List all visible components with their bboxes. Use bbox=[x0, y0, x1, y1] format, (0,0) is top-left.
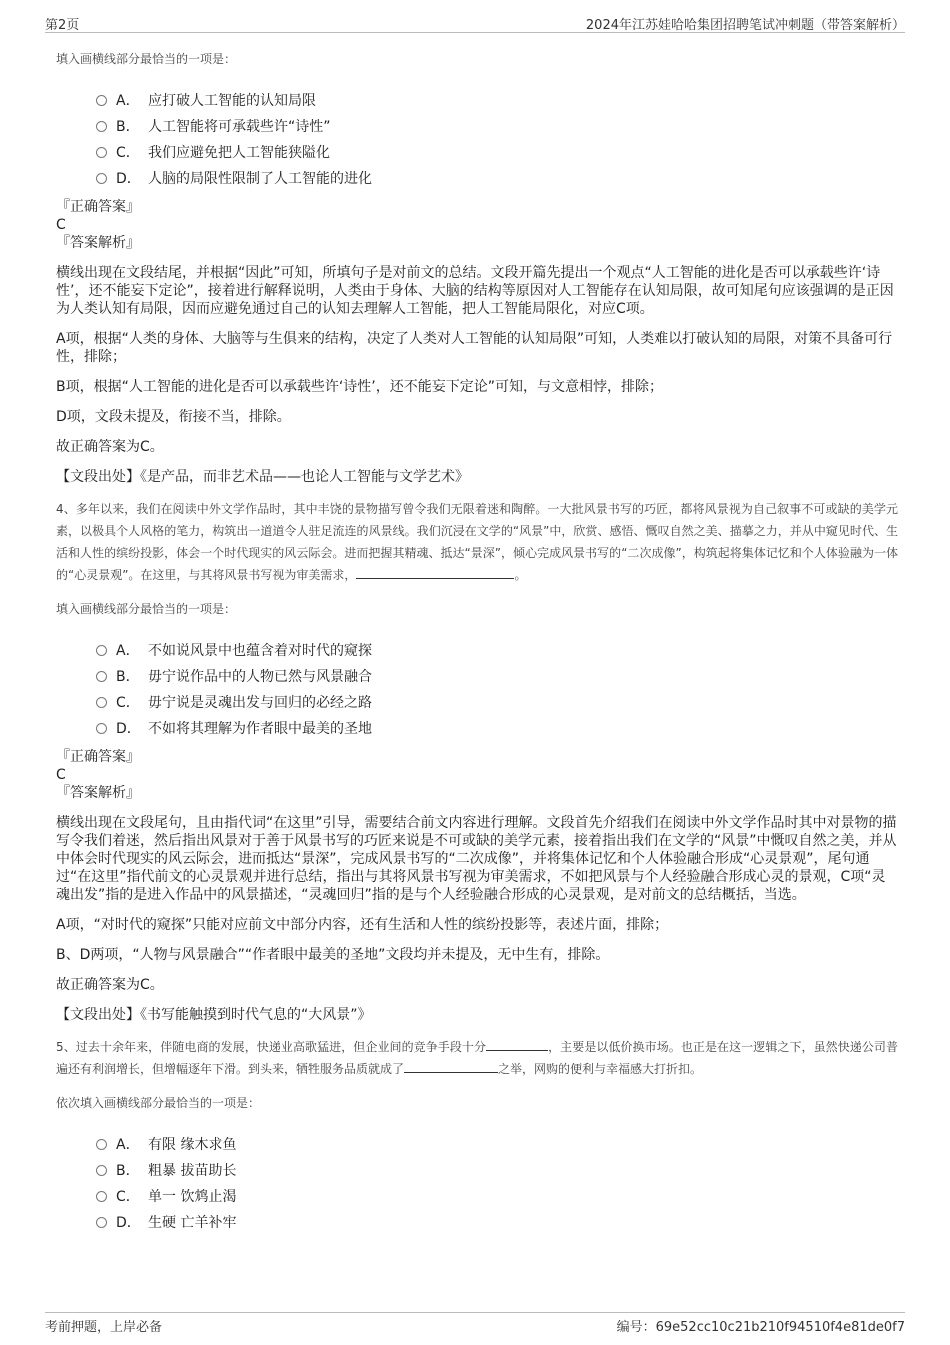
q4-options bbox=[96, 638, 898, 742]
q5-option-d[interactable]: D． 生硬 亡羊补牢 bbox=[96, 1210, 898, 1236]
q3-option-c[interactable]: C． 我们应避免把人工智能狭隘化 bbox=[96, 140, 898, 166]
document-title: 2024年江苏娃哈哈集团招聘笔试冲刺题（带答案解析） bbox=[585, 18, 905, 33]
radio-icon[interactable] bbox=[96, 1217, 107, 1228]
q3-analysis-5: 故正确答案为C。 bbox=[56, 439, 164, 455]
q4-analysis-4: 故正确答案为C。 bbox=[56, 977, 164, 993]
radio-icon[interactable] bbox=[96, 95, 107, 106]
q4-answer: C bbox=[56, 767, 66, 783]
q4-prompt: 填入画横线部分最恰当的一项是： bbox=[56, 602, 237, 616]
q4-blank[interactable] bbox=[356, 564, 514, 579]
q4-analysis-label: 『答案解析』 bbox=[56, 785, 140, 801]
document-body bbox=[56, 48, 898, 1242]
q4-text: 4、多年以来，我们在阅读中外文学作品时，其中丰饶的景物描写曾令我们无限着迷和陶醉。一大批风景书写的巧匠，都将风景视为自己叙事不可或缺的美学元素，以极具个人风格的笔力，构筑出一道道令人驻足流连的风景线。我们沉浸在文学的“风景”中，欣赏、感悟、慨叹自然之美、描摹之力，并从中窥见时代、生活和人性的缤纷投影，体会一个时代现实的风云际会。进而把握其精魂、抵达“景深”，倾心完成风景书写的“二次成像”，构筑起将集体记忆和个人体验融为一体的“心灵景观”。在这里，与其将风景书写视为审美需求， 。 bbox=[56, 502, 898, 582]
q5-prompt: 依次填入画横线部分最恰当的一项是： bbox=[56, 1096, 261, 1110]
q3-answer: C bbox=[56, 217, 66, 233]
q3-option-a[interactable]: A． 应打破人工智能的认知局限 bbox=[96, 88, 898, 114]
q4-option-a[interactable]: A． 不如说风景中也蕴含着对时代的窥探 bbox=[96, 638, 898, 664]
radio-icon[interactable] bbox=[96, 723, 107, 734]
q4-analysis-2: A项，“对时代的窥探”只能对应前文中部分内容，还有生活和人性的缤纷投影等，表述片面，排除； bbox=[56, 917, 669, 933]
q3-analysis-3: B项，根据“人工智能的进化是否可以承载些许‘诗性’，还不能妄下定论”可知，与文意相悖，排除； bbox=[56, 379, 664, 395]
q5-option-b[interactable]: B． 粗暴 拔苗助长 bbox=[96, 1158, 898, 1184]
q5-option-c[interactable]: C． 单一 饮鸩止渴 bbox=[96, 1184, 898, 1210]
q3-option-d[interactable]: D． 人脑的局限性限制了人工智能的进化 bbox=[96, 166, 898, 192]
q3-analysis-4: D项，文段未提及，衔接不当，排除。 bbox=[56, 409, 291, 425]
radio-icon[interactable] bbox=[96, 121, 107, 132]
footer-slogan: 考前押题，上岸必备 bbox=[45, 1320, 163, 1335]
q4-option-c[interactable]: C． 毋宁说是灵魂出发与回归的必经之路 bbox=[96, 690, 898, 716]
q4-source: 【文段出处】《书写能触摸到时代气息的“大风景”》 bbox=[56, 1007, 372, 1023]
q5-text: 5、过去十余年来，伴随电商的发展，快递业高歌猛进，但企业间的竞争手段十分 ，主要是以低价换市场。也正是在这一逻辑之下，虽然快递公司普遍还有利润增长，但增幅逐年下滑。到头来，牺牲服务品质就成了 之举，网购的便利与幸福感大打折扣。 bbox=[56, 1036, 898, 1080]
page-footer bbox=[45, 1312, 905, 1335]
q3-analysis-2: A项，根据“人类的身体、大脑等与生俱来的结构，决定了人类对人工智能的认知局限”可知，人类难以打破认知的局限，对策不具备可行性，排除； bbox=[56, 331, 893, 365]
document-id: 编号：69e52cc10c21b210f94510f4e81de0f7 bbox=[616, 1320, 905, 1335]
radio-icon[interactable] bbox=[96, 1165, 107, 1176]
page-number: 第2页 bbox=[45, 18, 80, 33]
page-header bbox=[45, 12, 905, 33]
radio-icon[interactable] bbox=[96, 173, 107, 184]
q3-analysis-1: 横线出现在文段结尾，并根据“因此”可知，所填句子是对前文的总结。文段开篇先提出一个观点“人工智能的进化是否可以承载些许‘诗性’，还不能妄下定论”，接着进行解释说明，人类由于身体、大脑的结构等原因对人工智能存在认知局限，故可知尾句应该强调的是正因为人类认知有局限，因而应避免通过自己的认知去理解人工智能，把人工智能局限化，对应C项。 bbox=[56, 265, 894, 317]
radio-icon[interactable] bbox=[96, 147, 107, 158]
radio-icon[interactable] bbox=[96, 645, 107, 656]
q4-analysis-3: B、D两项，“人物与风景融合”“作者眼中最美的圣地”文段均并未提及，无中生有，排除。 bbox=[56, 947, 610, 963]
radio-icon[interactable] bbox=[96, 671, 107, 682]
q4-correct-label: 『正确答案』 bbox=[56, 749, 140, 765]
q3-source: 【文段出处】《是产品，而非艺术品——也论人工智能与文学艺术》 bbox=[56, 469, 469, 485]
q3-options bbox=[96, 88, 898, 192]
q5-blank-2[interactable] bbox=[404, 1058, 498, 1073]
radio-icon[interactable] bbox=[96, 697, 107, 708]
q4-option-b[interactable]: B． 毋宁说作品中的人物已然与风景融合 bbox=[96, 664, 898, 690]
q5-options bbox=[96, 1132, 898, 1236]
radio-icon[interactable] bbox=[96, 1139, 107, 1150]
q5-option-a[interactable]: A． 有限 缘木求鱼 bbox=[96, 1132, 898, 1158]
radio-icon[interactable] bbox=[96, 1191, 107, 1202]
q3-correct-label: 『正确答案』 bbox=[56, 199, 140, 215]
q3-option-b[interactable]: B． 人工智能将可承载些许“诗性” bbox=[96, 114, 898, 140]
q4-option-d[interactable]: D． 不如将其理解为作者眼中最美的圣地 bbox=[96, 716, 898, 742]
q4-analysis-1: 横线出现在文段尾句，且由指代词“在这里”引导，需要结合前文内容进行理解。文段首先介绍我们在阅读中外文学作品时其中对景物的描写令我们着迷，然后指出风景对于善于风景书写的巧匠来说是不可或缺的美学元素，接着指出我们在文学的“风景”中慨叹自然之美，并从中体会时代现实的风云际会，进而抵达“景深”，完成风景书写的“二次成像”，并将集体记忆和个人体验融合形成“心灵景观”，尾句通过“在这里”指代前文的心灵景观并进行总结，指出与其将风景书写视为审美需求，不如把风景与个人经验融合形成心灵的景观，C项“灵魂出发”指的是进入作品中的风景描述，“灵魂回归”指的是与个人经验融合形成的心灵景观，是对前文的总结概括，当选。 bbox=[56, 815, 897, 903]
q3-analysis-label: 『答案解析』 bbox=[56, 235, 140, 251]
q3-prompt: 填入画横线部分最恰当的一项是： bbox=[56, 52, 237, 66]
q5-blank-1[interactable] bbox=[486, 1036, 548, 1051]
